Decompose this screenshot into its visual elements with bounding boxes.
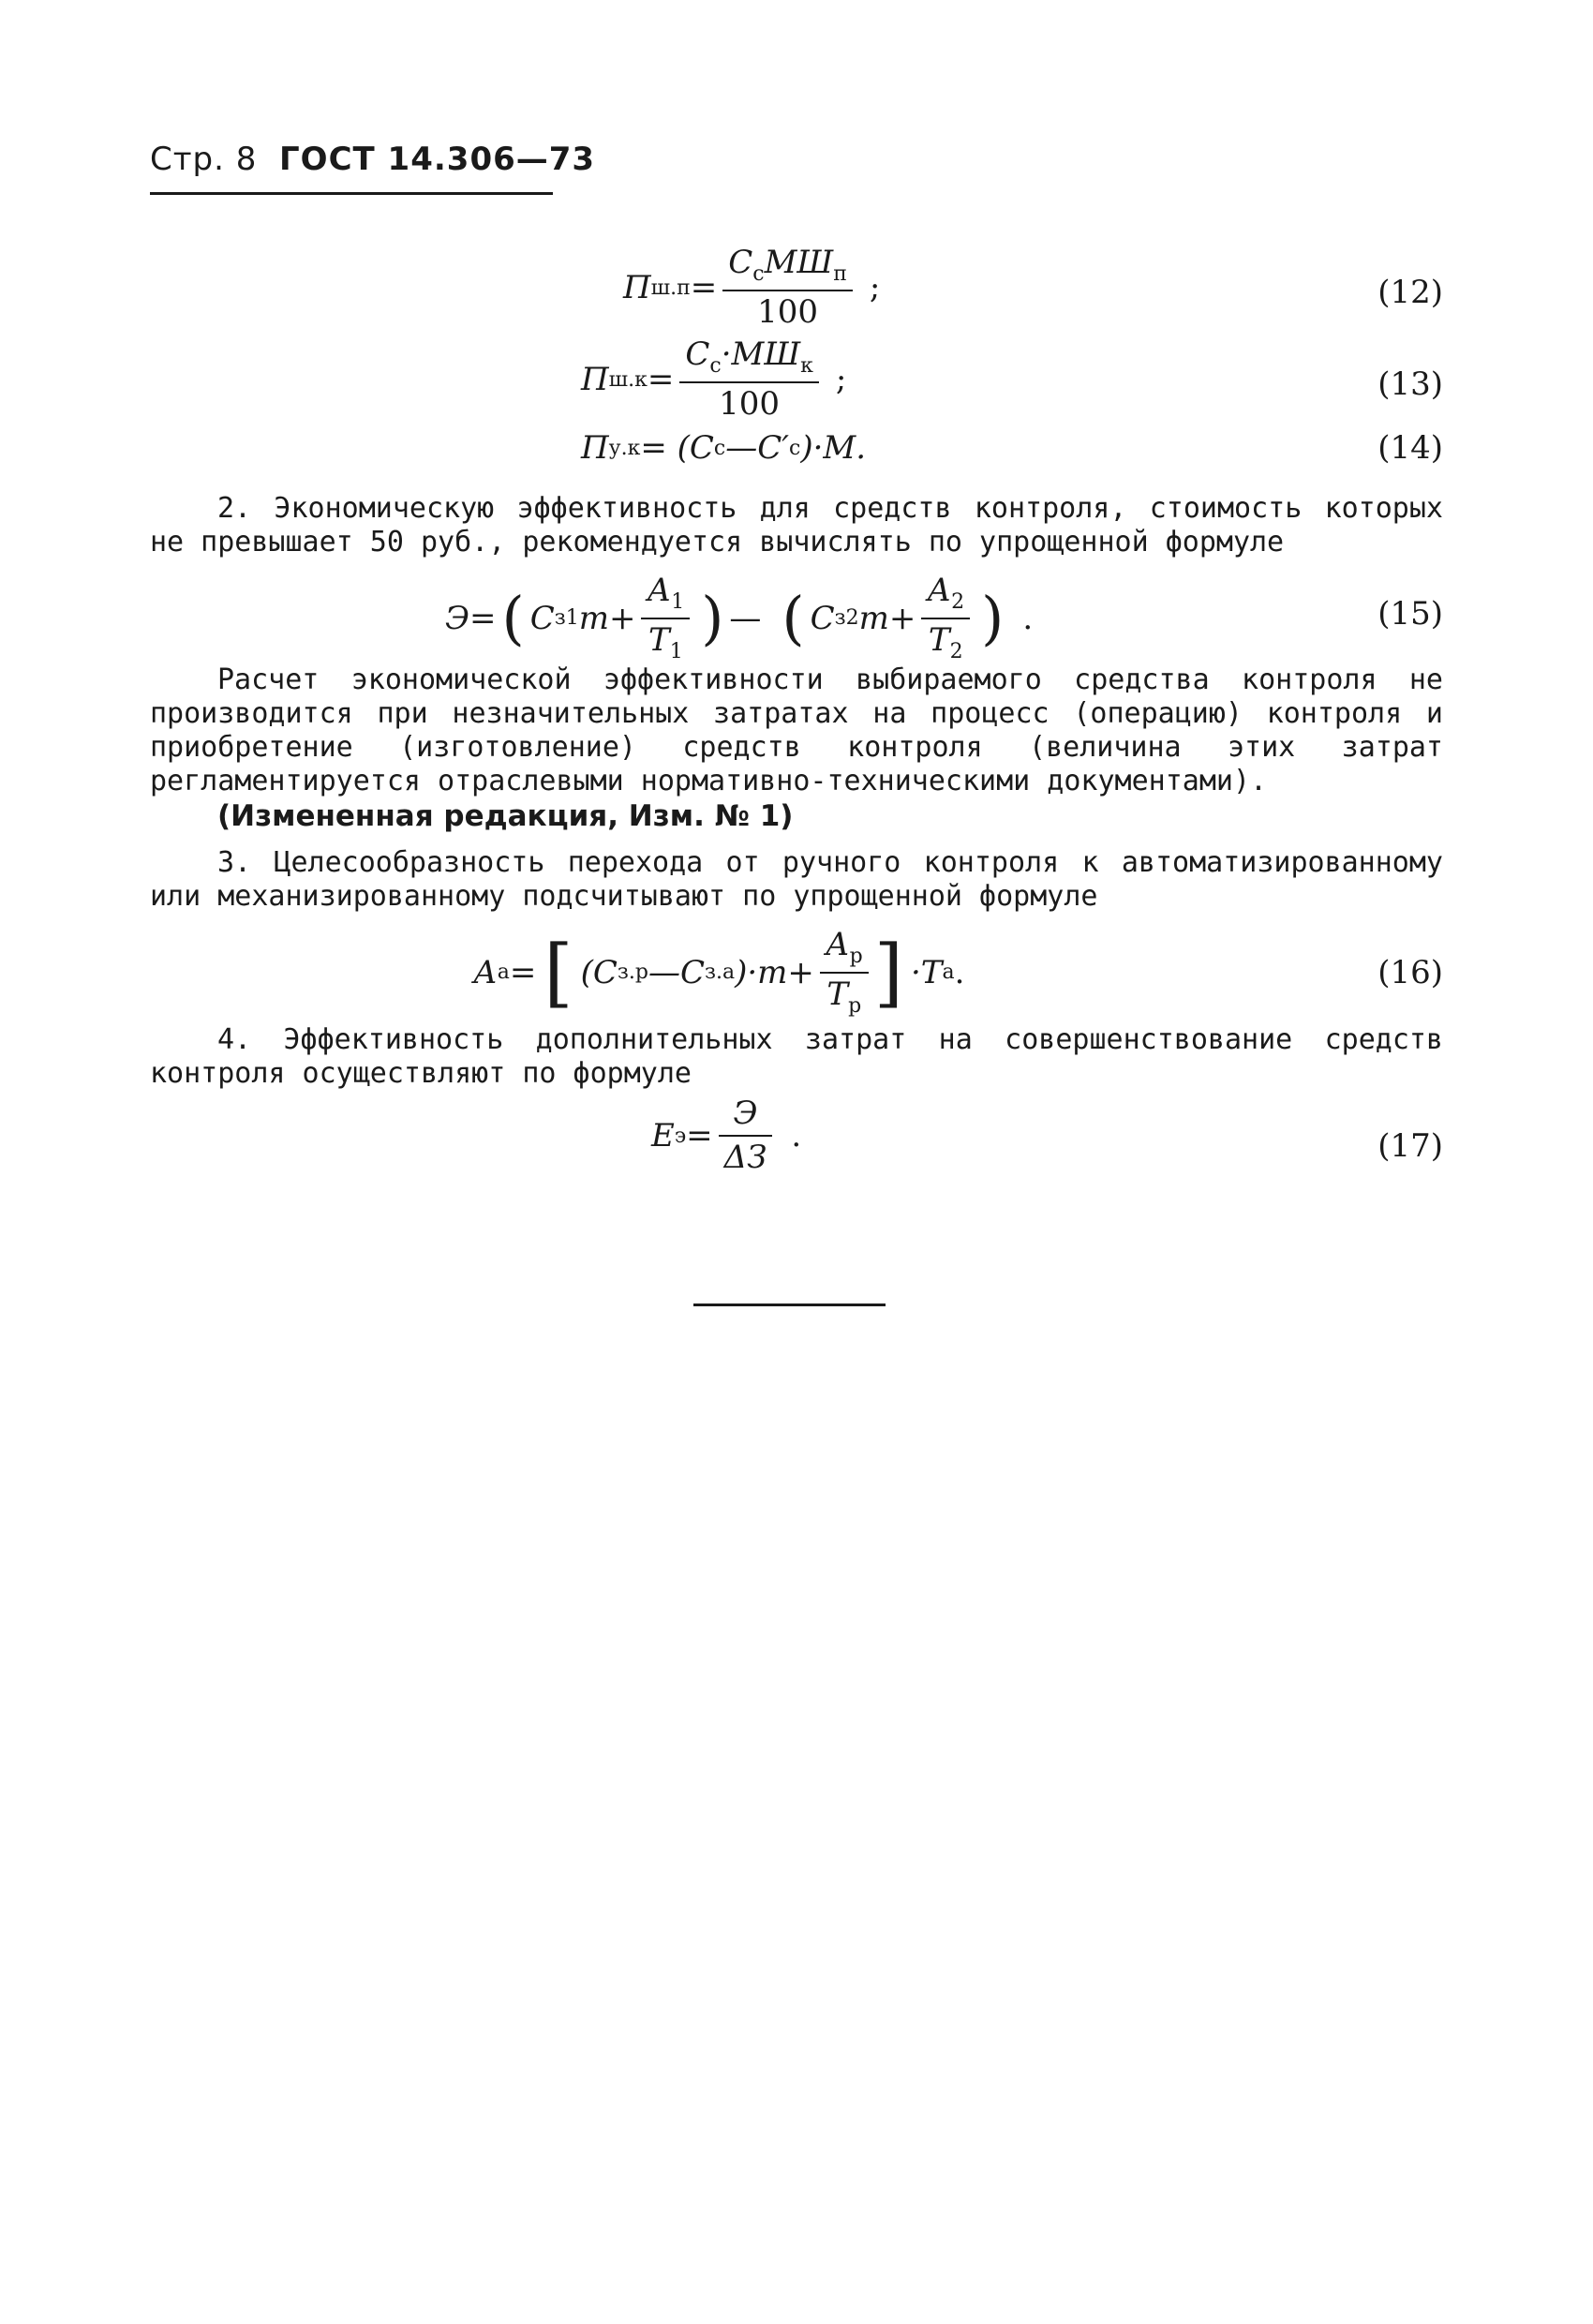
paragraph-calculation: Расчет экономической эффективности выбираемого средства контроля не производится при незначительных затратах на процесс (операцию) контроля и приобретение (изготовление) средств контроля (величина этих затрат регламентируется отраслевыми нормативно-техническими документами). (150, 663, 1443, 797)
formula-17: Е э = $\frac{Э}{\Delta З}$ . (651, 1095, 802, 1177)
equation-number-15: (15) (1377, 595, 1443, 633)
paragraph-2: 2. Экономическую эффективность для средств контроля, стоимость которых не превышает 50 руб., рекомендуется вычислять по упрощенной формуле (150, 492, 1443, 559)
equation-number-12: (12) (1377, 274, 1443, 311)
equation-number-14: (14) (1377, 429, 1443, 467)
fraction: $\frac{А_1}{Т_1}$ (641, 574, 690, 663)
equation-number-13: (13) (1377, 365, 1443, 403)
formula-16: А а = [ (С з.р —С з.а )·m+ $\frac{А_р}{Т_р}$ ] ·Т а . (473, 926, 965, 1018)
fraction: $\frac{С_с\cdot МШ_к}{100}$ (679, 337, 819, 422)
header-rule (150, 192, 553, 195)
paragraph-4: 4. Эффективность дополнительных затрат на совершенствование средств контроля осуществляют по формуле (150, 1023, 1443, 1090)
formula-14: П у.к = (С с —С′ с )·М. (581, 429, 867, 467)
fraction: $\frac{А_2}{Т_2}$ (921, 574, 970, 663)
end-rule (693, 1304, 886, 1306)
formula-15: Э= ( С з1 m+ $\frac{А_1}{Т_1}$ ) — ( С з2 m+ $\frac{А_2}{Т_2}$ ) . (445, 572, 1034, 663)
amendment-note: (Измененная редакция, Изм. № 1) (217, 799, 794, 833)
formula-13: П ш.к = $\frac{С_с\cdot МШ_к}{100}$ ; (581, 335, 847, 423)
formula-12: П ш.п = $\frac{С_сМШ_п}{100}$ ; (623, 244, 881, 331)
standard-title: ГОСТ 14.306—73 (279, 141, 596, 178)
paragraph-3: 3. Целесообразность перехода от ручного контроля к автоматизированному или механизированному подсчитывают по упрощенной формуле (150, 846, 1443, 913)
fraction: $\frac{С_сМШ_п}{100}$ (722, 246, 853, 330)
page-header (150, 141, 595, 178)
equation-number-16: (16) (1377, 954, 1443, 991)
page-number: Стр. 8 (150, 141, 258, 178)
equation-number-17: (17) (1377, 1127, 1443, 1165)
fraction: $\frac{Э}{\Delta З}$ (719, 1096, 773, 1176)
fraction: $\frac{А_р}{Т_р}$ (820, 928, 869, 1018)
